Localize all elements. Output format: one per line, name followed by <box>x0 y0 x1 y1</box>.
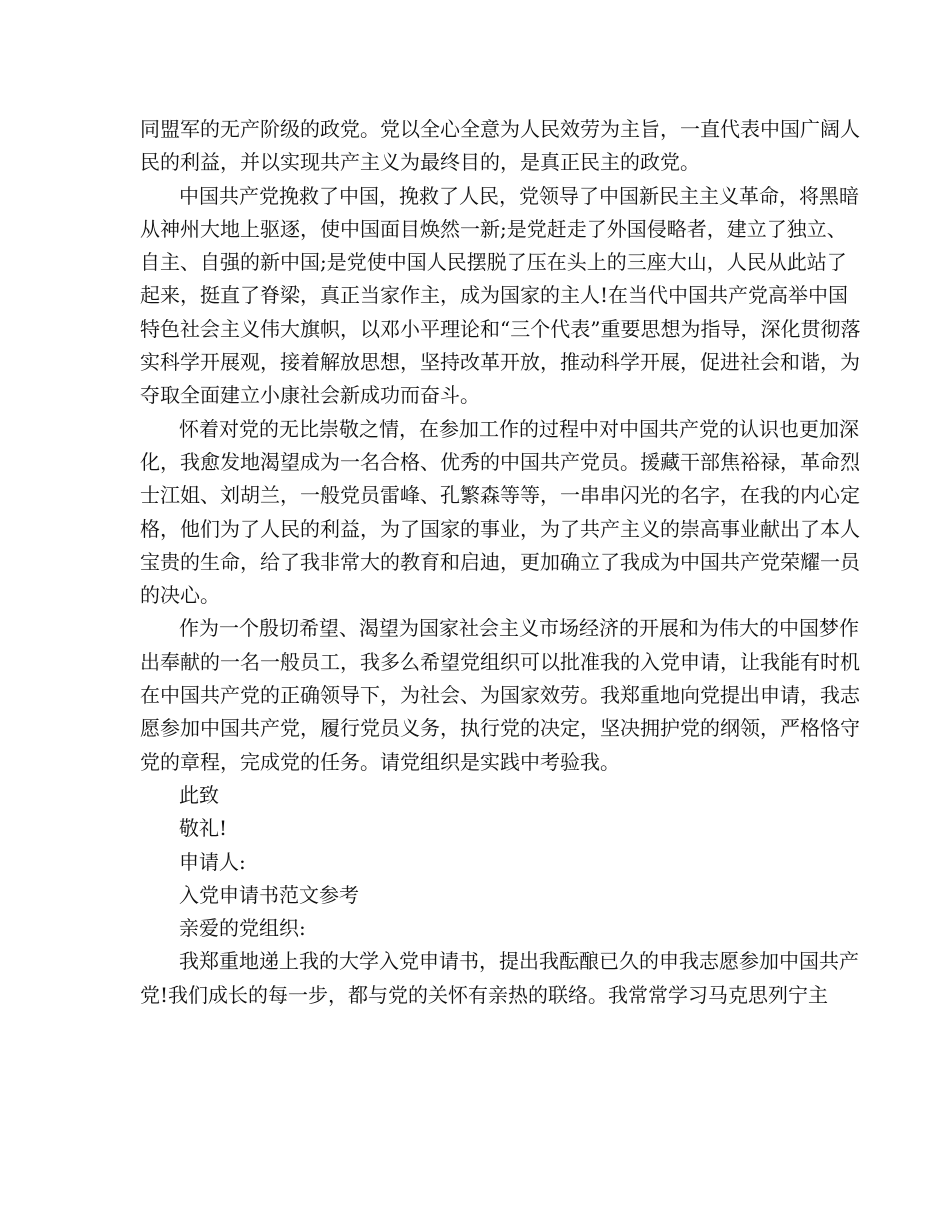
document-body <box>140 113 861 1012</box>
text-line: 亲爱的党组织: <box>179 916 306 941</box>
text-line: 起来，挺直了脊梁，真正当家作主，成为国家的主人!在当代中国共产党高举中国 <box>140 283 849 308</box>
paragraph <box>140 945 859 1012</box>
text-line: 实科学开展观，接着解放思想，坚持改革开放，推动科学开展，促进社会和谐，为 <box>140 350 860 375</box>
text-line: 的决心。 <box>140 583 220 608</box>
text-line: 在中国共产党的正确领导下，为社会、为国家效劳。我郑重地向党提出申请，我志 <box>140 683 860 708</box>
text-line: 士江姐、刘胡兰，一般党员雷峰、孔繁森等等，一串串闪光的名字，在我的内心定 <box>140 483 860 508</box>
text-line: 敬礼! <box>179 816 228 841</box>
paragraph <box>140 180 861 413</box>
text-line: 此致 <box>179 782 219 807</box>
text-line: 入党申请书范文参考 <box>179 882 359 907</box>
paragraph <box>140 113 860 180</box>
closing-regards <box>140 812 812 845</box>
text-line: 中国共产党挽救了中国，挽救了人民，党领导了中国新民主主义革命，将黑暗 <box>179 183 859 208</box>
text-line: 夺取全面建立小康社会新成功而奋斗。 <box>140 383 480 408</box>
text-line: 党!我们成长的每一步，都与党的关怀有亲热的联络。我常常学习马克思列宁主 <box>140 982 829 1007</box>
text-line: 出奉献的一名一般员工，我多么希望党组织可以批准我的入党申请，让我能有时机 <box>140 649 860 674</box>
text-line: 作为一个殷切希望、渴望为国家社会主义市场经济的开展和为伟大的中国梦作 <box>179 616 859 641</box>
text-line: 宝贵的生命，给了我非常大的教育和启迪，更加确立了我成为中国共产党荣耀一员 <box>140 549 860 574</box>
paragraph <box>140 413 860 613</box>
text-line: 我郑重地递上我的大学入党申请书，提出我酝酿已久的申我志愿参加中国共产 <box>179 949 859 974</box>
text-line: 特色社会主义伟大旗帜，以邓小平理论和“三个代表”重要思想为指导，深化贯彻落 <box>140 316 861 341</box>
letter-greeting <box>140 912 812 945</box>
text-line: 民的利益，并以实现共产主义为最终目的，是真正民主的政党。 <box>140 150 700 175</box>
text-line: 怀着对党的无比崇敬之情，在参加工作的过程中对中国共产党的认识也更加深 <box>179 416 859 441</box>
text-line: 格，他们为了人民的利益，为了国家的事业，为了共产主义的崇高事业献出了本人 <box>140 516 860 541</box>
text-line: 同盟军的无产阶级的政党。党以全心全意为人民效劳为主旨，一直代表中国广阔人 <box>140 117 860 141</box>
text-line: 申请人: <box>179 849 246 874</box>
text-line: 党的章程，完成党的任务。请党组织是实践中考验我。 <box>140 749 620 774</box>
text-line: 自主、自强的新中国;是党使中国人民摆脱了压在头上的三座大山，人民从此站了 <box>140 250 847 275</box>
text-line: 愿参加中国共产党，履行党员义务，执行党的决定，坚决拥护党的纲领，严格恪守 <box>140 716 860 741</box>
paragraph <box>140 612 860 778</box>
text-line: 从神州大地上驱逐，使中国面目焕然一新;是党赶走了外国侵略者，建立了独立、 <box>140 216 847 241</box>
applicant-label <box>140 846 812 879</box>
closing-salutation <box>140 779 812 812</box>
section-title <box>140 879 812 912</box>
text-line: 化，我愈发地渴望成为一名合格、优秀的中国共产党员。援藏干部焦裕禄，革命烈 <box>140 449 860 474</box>
